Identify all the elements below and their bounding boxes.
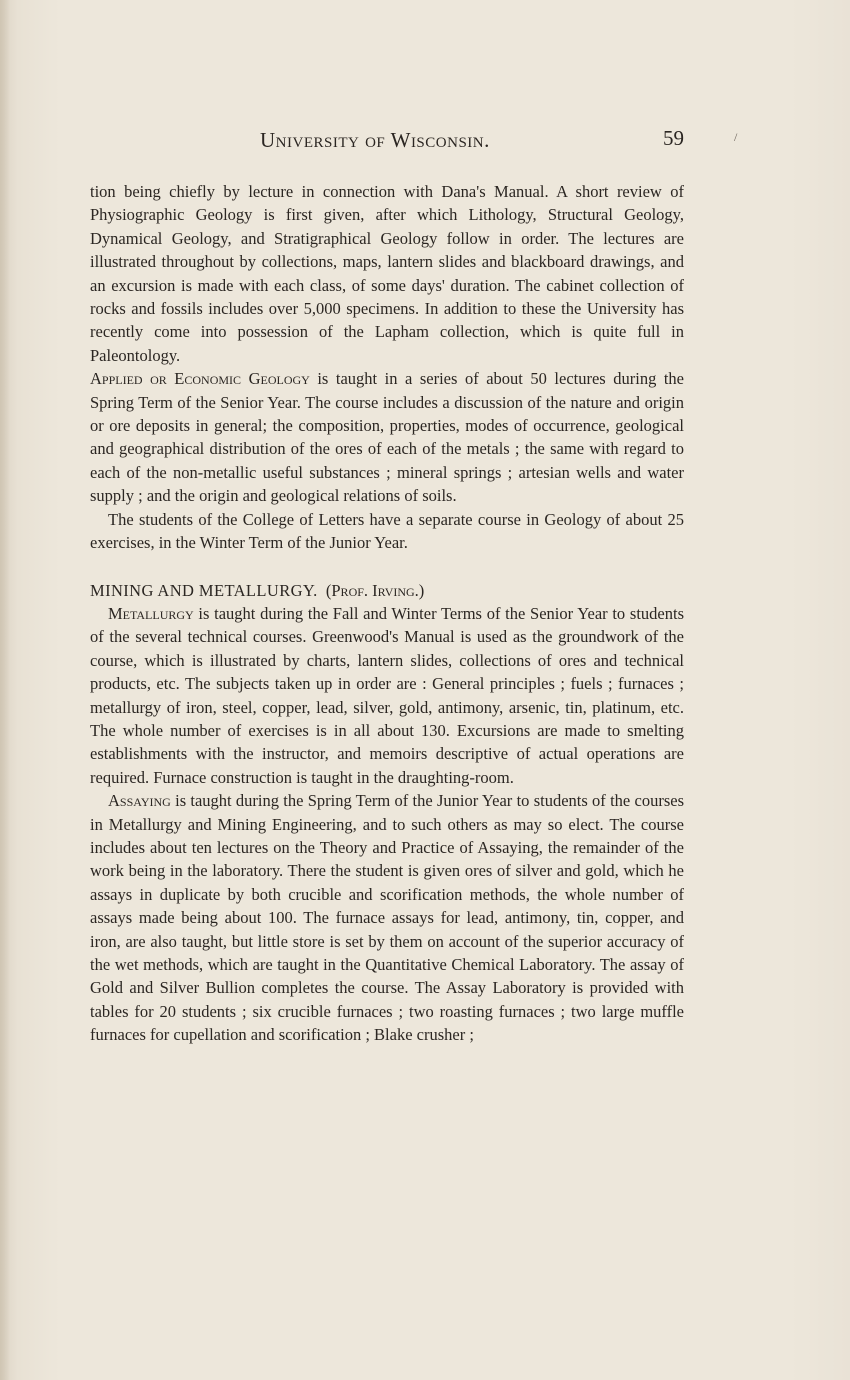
text-metallurgy: is taught during the Fall and Winter Terms of the Senior Year to students of the several technical courses. Greenwood's Manual is used as the groundwork of the course, which is illustrated by charts, lantern slides, collections of ores and technical products, etc. The subjects taken up in order are : General principles ; fuels ; furnaces ; metallurgy of iron, steel, copper, lead, silver, gold, antimony, arsenic, tin, platinum, etc. The whole number of exercises is in all about 130. Excursions are made to smelting establishments with the instructor, and memoirs descriptive of actual operations are required. Furnace construction is taught in the draughting-room. xyxy=(90,603,684,787)
lead-applied-geology: Applied or Economic Geology xyxy=(90,369,310,389)
page-body xyxy=(90,180,684,1047)
gutter-shadow xyxy=(0,0,10,1380)
text-applied-geology: is taught in a series of about 50 lectures during the Spring Term of the Senior Year. The course includes a discussion of the nature and origin or ore deposits in general; the composition, properties, modes of occurrence, geological and geographical distribution of the ores of each of the metals ; the same with regard to each of the non-metallic useful substances ; mineral springs ; artesian wells and water supply ; and the origin and geological relations of soils. xyxy=(90,369,685,506)
paragraph-applied-geology xyxy=(90,367,684,507)
margin-mark: / xyxy=(734,130,738,144)
paragraph-metallurgy xyxy=(90,602,684,789)
section-heading xyxy=(90,579,684,602)
text-assaying: is taught during the Spring Term of the Junior Year to students of the courses in Metallurgy and Mining Engineering, and to such others as may so elect. The course includes about ten lectures on the Theory and Practice of Assaying, the remainder of the work being in the laboratory. There the student is given ores of silver and gold, which he assays in duplicate by both crucible and scorification methods, the whole number of assays made being about 100. The furnace assays for lead, antimony, tin, copper, and iron, are also taught, but little store is set by them on account of the superior accuracy of the wet methods, which are taught in the Quantitative Chemical Laboratory. The assay of Gold and Silver Bullion completes the course. The Assay Laboratory is provided with tables for 20 students ; six crucible furnaces ; two roasting furnaces ; two large muffle furnaces for cupellation and scorification ; Blake crusher ; xyxy=(90,791,684,1045)
paragraph-geology-intro: tion being chiefly by lecture in connection with Dana's Manual. A short review of Physiographic Geology is first given, after which Lithology, Structural Geology, Dynamical Geology, and Stratigraphical Geology follow in order. The lectures are illustrated throughout by collections, maps, lantern slides and blackboard drawings, and an excursion is made with each class, of some days' duration. The cabinet collection of rocks and fossils includes over 5,000 specimens. In addition to these the University has recently come into possession of the Lapham collection, which is quite full in Paleontology. xyxy=(90,182,684,365)
running-head: University of Wisconsin. xyxy=(260,128,490,152)
paragraph-college-letters: The students of the College of Letters have a separate course in Geology of about 25 exercises, in the Winter Term of the Junior Year. xyxy=(90,509,684,553)
lead-metallurgy: Metallurgy xyxy=(108,603,194,623)
paragraph-assaying xyxy=(90,789,684,1046)
heading-professor: (Prof. Irving.) xyxy=(325,580,425,600)
page-number: 59 xyxy=(663,126,684,150)
heading-mining-metallurgy: MINING AND METALLURGY. xyxy=(90,580,318,600)
lead-assaying: Assaying xyxy=(108,791,171,811)
page-header xyxy=(90,128,684,156)
